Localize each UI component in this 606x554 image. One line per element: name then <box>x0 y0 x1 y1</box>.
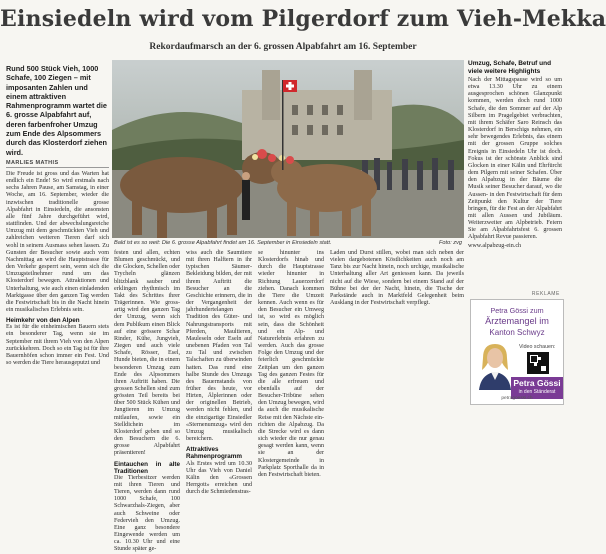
column-3-paragraph-2: Als Erstes wird um 10.30 Uhr das Vieh von Daniel Kälin den «Grossen Herrgott» erreichen und durch die Schmiedenstras- <box>186 460 252 496</box>
article-photo <box>112 60 464 238</box>
column-1-paragraph: Die Freude ist gross und das Warten hat endlich ein Ende! So wird erstmals nach sechs Jahren Pause, am Samstag, in einer Woche, am 16. September, wieder die inzwischen traditionelle grosse Alpabfahrt in Einsiedeln, die ansonsten alle fünf Jahre durchgeführt wird, stattfinden. Und der abwechslungsreiche Umzug mit dem geschmückten Vieh und zahlreichen weiteren Tieren darf sich wohl in seinem Ausmass sehen lassen. Zu Gunsten der Besucher sowie auch vom Nachmittag an wird die Hauptstrasse für den Verkehr gesperrt sein, wenn sich die Umzugsteilnehmer rund um das Klosterdorf bewegen. Attraktionen und Unterhaltung, wie auch einen einladenden Marktgasse über den ganzen Tag werden die Festwirtschaft bis in die Nacht hinein ein musikalisches Erlebnis sein. <box>6 171 109 313</box>
photo-credit: Foto: zvg <box>438 240 462 246</box>
side-subheading: Umzug, Schafe, Betruf und viele weitere Highlights <box>468 60 552 75</box>
ad-slogan: in den Ständerat <box>518 389 556 395</box>
side-column-paragraph: Nach der Mittagspause wird so um etwa 13.30 Uhr zu einem ausgesprochen schönen Glanzpunkt kommen, werden doch rund 1000 Schafe, die den Sommer auf der Alp Silbern im Pragelgebiet verbrachten, mit ihrem Schäfer Saro Reinsch das Klosterdorf in Berschigs nehmen, ein sehr bewegendes Erlebnis, das einem mit der grossen Gruppe solches Ereignis in Einsiedeln Uhr ist doch. Fokus ist der schönste Anblick sind Glocken in einer Kälin und Ehrfürcht dem Pilgern mit seiner Schafen. Über den Alpabzug in der Bäume die Musik seiner Besucher darauf, wo die Aussen- in den Festwirtschaft für dem Zeitpunkt den Kultur der Tiere bringen, für die Fest an der Alpabfahrt mit allen Aussen und Jubiläum. Weiterzweiter am Alpbetrieb. Feiern Sie am Alpabfahrtsfest 6. grossen Alpabfahrt Revue passieren. <box>468 77 562 241</box>
article-column-4 <box>258 250 324 478</box>
ad-video-label: Video schauen: <box>519 344 556 350</box>
ad-label: REKLAME <box>531 291 560 297</box>
column-1-paragraph-2: Es ist für die einheimischen Bauern stets ein besonderer Tag, wenn sie im September mit ihrem Vieh von den Alpen zurückkehren. Doch so ein Tag ist für ihre Bauernhöfen schon immer ein Fest. Und so werden die Tiere herausgeputzt und <box>6 324 109 367</box>
byline-divider <box>6 167 109 168</box>
ad-line-1: Petra Gössi zum <box>490 306 544 315</box>
qr-code-icon[interactable] <box>527 352 549 374</box>
subheading-rahmenprogramm: Attraktives Rahmenprogramm <box>186 446 242 461</box>
photo-caption <box>114 240 462 246</box>
lead-text: Rund 500 Stück Vieh, 1000 Schafe, 100 Ziegen – mit imposanten Zahlen und einem attraktiven Rahmenprogramm wartet die 6. grosse Alpabfahrt auf, deren farbenfroher Umzug zum Ende des Alpsommers durch das Klosterdorf ziehen wird. <box>6 64 107 157</box>
subheading-heimkehr: Heimkehr von den Alpen <box>6 317 80 325</box>
candidate-portrait-image <box>475 340 515 390</box>
headline: Einsiedeln wird vom Pilgerdorf zum Vieh-Mekka <box>0 6 606 32</box>
ad-line-2: Ärztemangel im <box>485 316 549 326</box>
article-column-2 <box>114 250 180 553</box>
column-5-paragraph: Laden und Durst stillen, wobei man sich neben der vielen dargebotenen Köstlichkeiten auch noch am Tanz bis zur Nacht hinein, noch urchige, musikalische Unterhaltung aller Art geniessen kann. Da jeweils nicht auf die Wiese, sondern bei einem Stand auf der Bühne bei der der Nacht, hinein, die Tische der Parkstände auch in Marktfeld Gelegenheit beim Ausklang in der Festwirtschaft verpflegt. <box>330 250 464 307</box>
article-column-3 <box>186 250 252 496</box>
column-4-paragraph: se hinunter ins Klosterdorfs hinab und durch die Hauptstrasse wieder hinunter in Richtung Lauerzerdorf ziehen. Danach kommen die Tiere die Umzeit kennen. Auch wenn es für den Besucher ein Umweg ist, so wird es möglich sein, dass die Schönheit und ein Alp- und Naturerlebnis erfahren zu werden. Auch das grosse Folge den Umzug und der feierlich geschmückte Zeitplan um den ganzen Tag des ganzen Festes für die alle erfreuen und ebenfalls auf der Besucher-Tribüne sehen den Umzug bewegen, wird da auch die musikalische Reise mit den Nächste ein- richten die Alpabzug. Da die Strecke wird es dann sich wieder die nur genau gesagt werden kann, wenn sie an der Klostergemeinde in Parkplatz Sporthalle da in den Festwirtschaft bieten. <box>258 250 324 478</box>
subheading-traditionen: Eintauchen in alte Traditionen <box>114 460 180 475</box>
ad-candidate-name: Petra Gössi <box>513 378 561 388</box>
advertisement[interactable] <box>470 299 564 405</box>
ad-line-3: Kanton Schwyz <box>489 328 545 337</box>
side-column <box>468 77 562 287</box>
byline: MARLIES MATHIS <box>6 160 59 166</box>
ad-url[interactable]: petragoessi.ch <box>501 396 533 401</box>
cattle-parade-photo-image <box>112 60 464 238</box>
subline: Rekordaufmarsch an der 6. grossen Alpabfahrt am 16. September <box>149 42 417 52</box>
article-column-1 <box>6 171 109 403</box>
column-2-paragraph: festen und allen, echten Blumen geschmückt, und die Glocken, Schellen oder Trycheln glänzen blitzblank sauber und erklingen rhythmisch im Takt des Schrittes ihrer Trägerinnen. Wie gross- artig wird den ganzen Tag der Umzug, wenn sich dem Publikum einen Blick auf eine grössere Schar Rinder, Kühe, Jungvieh, Ziegen und auch viele Schafe, Rösser, Esel, Hunde bieten, die in einem besonderen Umzug zum Ende des Alpsommers ihren Auftritt haben. Die grossen Schellen sind zum grössten Teil bereits bei über 500 Stück Kühen und Jungtieren im Umzug mitlaufen, sowie ein Stelldichein im Klosterdorf geben und so den Besuchern die 6. grosse Alpabfahrt präsentieren! <box>114 250 180 457</box>
column-2-paragraph-2: Die Tierbesitzer werden mit ihren Tieren und Tieren, werden dann rund 1000 Schafe, 100 Schwarzhals-Ziegen, aber auch Schweine oder Federvieh den Umzug. Eine ganz besondere Eingewende werden um ca. 10.30 Uhr und eine Stunde später ge- <box>114 474 180 553</box>
side-column-url[interactable]: www.alpabzug-ein.ch <box>468 242 522 249</box>
photo-caption-text: Bald ist es so weit: Die 6. grosse Alpabfahrt findet am 16. September in Einsiedeln statt. <box>114 240 332 246</box>
column-3-paragraph: wiss auch die Saumtiere mit ihren Halftern in ihr typischen Säumer-Bekleidung bilden, der mit ihrem Auftritt die Besucher an die Geschichte erinnern, die in der Vergangenheit der jahrhundertelangen Tradition des Güter- und Nahrungstransports mit Pferden, Maultieren, Mauleseln oder Eseln auf unebenen Pfaden von Tal zu Tal und zwischen Talschaften zu überwinden hatten. Das rund eine halbe Stunde des Umzugs des Bauernstands von früher des heute, vor Hirten, Älplerinnen oder der originellen Betrieb, werden nicht fehlen, und die einzigartige Einsiedler «Sternenumzug» wird den Umzug musikalisch bereichern. <box>186 250 252 443</box>
article-column-5 <box>330 250 464 403</box>
